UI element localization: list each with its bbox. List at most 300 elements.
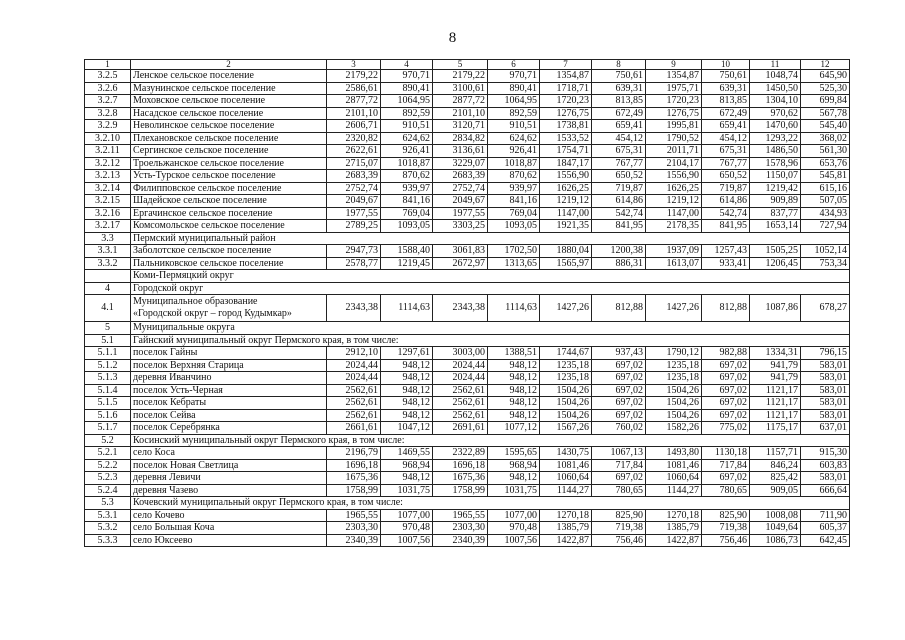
value-cell: 2789,25 [327,220,381,233]
value-cell: 603,83 [801,459,850,472]
column-number-cell: 5 [433,60,488,70]
value-cell: 2340,39 [433,534,488,547]
value-cell: 892,59 [488,107,540,120]
value-cell: 697,02 [592,372,646,385]
value-cell: 666,64 [801,484,850,497]
value-cell: 1007,56 [381,534,433,547]
column-number-cell: 8 [592,60,646,70]
value-cell: 583,01 [801,372,850,385]
value-cell: 1257,43 [702,245,750,258]
value-cell: 454,12 [702,132,750,145]
value-cell: 1388,51 [488,347,540,360]
value-cell: 697,02 [702,472,750,485]
value-cell: 2586,61 [327,82,381,95]
value-cell: 1504,26 [646,384,702,397]
value-cell: 948,12 [488,397,540,410]
table-row [85,372,850,385]
value-cell: 639,31 [702,82,750,95]
table-row [85,257,850,270]
tariff-table [84,59,850,547]
value-cell: 812,88 [702,295,750,322]
table-row [85,534,850,547]
value-cell: 614,86 [592,195,646,208]
table-row [85,472,850,485]
row-code: 3.2.14 [85,182,131,195]
value-cell: 605,37 [801,522,850,535]
value-cell: 1921,35 [540,220,592,233]
row-code: 3.2.13 [85,170,131,183]
value-cell: 615,16 [801,182,850,195]
value-cell: 1450,50 [750,82,801,95]
row-code: 5.1.7 [85,422,131,435]
value-cell: 756,46 [592,534,646,547]
column-number-cell: 10 [702,60,750,70]
table-row [85,170,850,183]
value-cell: 2303,30 [327,522,381,535]
value-cell: 697,02 [592,359,646,372]
value-cell: 1144,27 [646,484,702,497]
value-cell: 1067,13 [592,447,646,460]
value-cell: 1702,50 [488,245,540,258]
value-cell: 1093,05 [381,220,433,233]
section-row [85,434,850,447]
row-code: 3.2.6 [85,82,131,95]
row-name: поселок Верхняя Старица [131,359,327,372]
value-cell: 1486,50 [750,145,801,158]
value-cell: 672,49 [592,107,646,120]
value-cell: 870,62 [381,170,433,183]
value-cell: 2834,82 [433,132,488,145]
column-number-cell: 4 [381,60,433,70]
value-cell: 948,12 [381,384,433,397]
value-cell: 968,94 [488,459,540,472]
value-cell: 2196,79 [327,447,381,460]
value-cell: 910,51 [381,120,433,133]
value-cell: 1297,61 [381,347,433,360]
value-cell: 1422,87 [540,534,592,547]
value-cell: 2661,61 [327,422,381,435]
value-cell: 909,89 [750,195,801,208]
table-row [85,509,850,522]
value-cell: 948,12 [381,372,433,385]
section-row [85,334,850,347]
row-name: село Юксеево [131,534,327,547]
row-code: 5.1 [85,334,131,347]
value-cell: 2562,61 [327,397,381,410]
value-cell: 1937,09 [646,245,702,258]
value-cell: 948,12 [488,384,540,397]
row-code: 3.2.8 [85,107,131,120]
row-code: 5.1.4 [85,384,131,397]
value-cell: 1219,12 [540,195,592,208]
value-cell: 1354,87 [646,70,702,83]
value-cell: 1175,17 [750,422,801,435]
value-cell: 2947,73 [327,245,381,258]
value-cell: 2024,44 [433,359,488,372]
value-cell: 1422,87 [646,534,702,547]
value-cell: 813,85 [592,95,646,108]
value-cell: 1675,36 [327,472,381,485]
value-cell: 926,41 [488,145,540,158]
value-cell: 948,12 [381,397,433,410]
section-row [85,232,850,245]
value-cell: 2322,89 [433,447,488,460]
value-cell: 1626,25 [646,182,702,195]
row-code: 5.2.4 [85,484,131,497]
value-cell: 941,79 [750,359,801,372]
value-cell: 697,02 [702,372,750,385]
value-cell: 2303,30 [433,522,488,535]
value-cell: 699,84 [801,95,850,108]
value-cell: 1049,64 [750,522,801,535]
value-cell: 1276,75 [646,107,702,120]
value-cell: 1595,65 [488,447,540,460]
value-cell: 2606,71 [327,120,381,133]
value-cell: 1121,17 [750,397,801,410]
value-cell: 2752,74 [327,182,381,195]
value-cell: 1427,26 [540,295,592,322]
section-row [85,282,850,295]
value-cell: 2340,39 [327,534,381,547]
row-code: 4.1 [85,295,131,322]
row-name: Комсомольское сельское поселение [131,220,327,233]
value-cell: 1469,55 [381,447,433,460]
value-cell: 1720,23 [646,95,702,108]
value-cell: 1977,55 [327,207,381,220]
row-code: 3.2.12 [85,157,131,170]
table-row [85,447,850,460]
value-cell: 939,97 [381,182,433,195]
row-code: 5.3.1 [85,509,131,522]
value-cell: 645,90 [801,70,850,83]
value-cell: 719,87 [702,182,750,195]
column-number-cell: 6 [488,60,540,70]
row-name: Троельжанское сельское поселение [131,157,327,170]
value-cell: 948,12 [488,372,540,385]
value-cell: 892,59 [381,107,433,120]
value-cell: 1060,64 [540,472,592,485]
value-cell: 672,49 [702,107,750,120]
value-cell: 750,61 [702,70,750,83]
value-cell: 697,02 [592,384,646,397]
value-cell: 1975,71 [646,82,702,95]
value-cell: 1235,18 [540,372,592,385]
value-cell: 1578,96 [750,157,801,170]
column-number-cell: 2 [131,60,327,70]
value-cell: 1977,55 [433,207,488,220]
value-cell: 841,95 [592,220,646,233]
row-code: 4 [85,282,131,295]
value-cell: 970,71 [488,70,540,83]
value-cell: 2104,17 [646,157,702,170]
row-code: 5.1.1 [85,347,131,360]
value-cell: 1613,07 [646,257,702,270]
row-code: 5.2.1 [85,447,131,460]
value-cell: 542,74 [592,207,646,220]
row-name: Мазунинское сельское поселение [131,82,327,95]
value-cell: 3303,25 [433,220,488,233]
value-cell: 937,43 [592,347,646,360]
value-cell: 1114,63 [381,295,433,322]
value-cell: 3100,61 [433,82,488,95]
row-name: Ергачинское сельское поселение [131,207,327,220]
value-cell: 2715,07 [327,157,381,170]
table-row [85,397,850,410]
value-cell: 2343,38 [327,295,381,322]
value-cell: 3136,61 [433,145,488,158]
value-cell: 659,41 [592,120,646,133]
row-code: 5.1.2 [85,359,131,372]
row-code: 3.2.5 [85,70,131,83]
row-name: Усть-Турское сельское поселение [131,170,327,183]
value-cell: 1018,87 [381,157,433,170]
value-cell: 614,86 [702,195,750,208]
row-code: 5 [85,322,131,335]
row-name: Моховское сельское поселение [131,95,327,108]
value-cell: 767,77 [702,157,750,170]
value-cell: 2178,35 [646,220,702,233]
value-cell: 1504,26 [540,409,592,422]
value-cell: 637,01 [801,422,850,435]
row-code: 3.2.9 [85,120,131,133]
value-cell: 1200,38 [592,245,646,258]
row-name: деревня Чазево [131,484,327,497]
value-cell: 454,12 [592,132,646,145]
value-cell: 434,93 [801,207,850,220]
value-cell: 1995,81 [646,120,702,133]
column-number-cell: 11 [750,60,801,70]
row-name: Плехановское сельское поселение [131,132,327,145]
value-cell: 1077,00 [488,509,540,522]
row-code: 3.2.15 [85,195,131,208]
value-cell: 2101,10 [433,107,488,120]
value-cell: 2877,72 [433,95,488,108]
value-cell: 719,38 [592,522,646,535]
value-cell: 1718,71 [540,82,592,95]
value-cell: 719,38 [702,522,750,535]
value-cell: 841,95 [702,220,750,233]
table-row [85,132,850,145]
value-cell: 1504,26 [540,397,592,410]
value-cell: 1081,46 [540,459,592,472]
value-cell: 1270,18 [540,509,592,522]
value-cell: 846,24 [750,459,801,472]
value-cell: 2691,61 [433,422,488,435]
value-cell: 2179,22 [433,70,488,83]
value-cell: 769,04 [381,207,433,220]
value-cell: 1505,25 [750,245,801,258]
value-cell: 678,27 [801,295,850,322]
table-row [85,484,850,497]
row-name [131,295,327,322]
value-cell: 1093,05 [488,220,540,233]
section-title: Кочевский муниципальный округ Пермского края, в том числе: [131,497,850,510]
row-code: 5.3 [85,497,131,510]
value-cell: 1720,23 [540,95,592,108]
value-cell: 567,78 [801,107,850,120]
value-cell: 2912,10 [327,347,381,360]
value-cell: 948,12 [381,359,433,372]
row-name: поселок Гайны [131,347,327,360]
value-cell: 1965,55 [433,509,488,522]
value-cell: 1064,95 [488,95,540,108]
value-cell: 717,84 [592,459,646,472]
value-cell: 1754,71 [540,145,592,158]
value-cell: 948,12 [381,409,433,422]
value-cell: 841,16 [381,195,433,208]
table-row [85,295,850,322]
value-cell: 1470,60 [750,120,801,133]
value-cell: 1427,26 [646,295,702,322]
section-title: Муниципальные округа [131,322,850,335]
value-cell: 2672,97 [433,257,488,270]
row-code: 5.3.3 [85,534,131,547]
value-cell: 2101,10 [327,107,381,120]
value-cell: 769,04 [488,207,540,220]
value-cell: 1219,45 [381,257,433,270]
row-name: поселок Усть-Черная [131,384,327,397]
value-cell: 1031,75 [381,484,433,497]
value-cell: 1114,63 [488,295,540,322]
value-cell: 1493,80 [646,447,702,460]
row-name: Сергинское сельское поселение [131,145,327,158]
value-cell: 697,02 [702,359,750,372]
value-cell: 1880,04 [540,245,592,258]
table-row [85,82,850,95]
value-cell: 1147,00 [646,207,702,220]
value-cell: 2049,67 [433,195,488,208]
value-cell: 1588,40 [381,245,433,258]
row-name: Филипповское сельское поселение [131,182,327,195]
header-row [85,60,850,70]
value-cell: 3229,07 [433,157,488,170]
value-cell: 825,90 [592,509,646,522]
row-name: Ленское сельское поселение [131,70,327,83]
value-cell: 750,61 [592,70,646,83]
value-cell: 1758,99 [433,484,488,497]
table-row [85,145,850,158]
value-cell: 2179,22 [327,70,381,83]
section-row [85,322,850,335]
value-cell: 970,71 [381,70,433,83]
value-cell: 1653,14 [750,220,801,233]
value-cell: 2683,39 [327,170,381,183]
value-cell: 659,41 [702,120,750,133]
value-cell: 1121,17 [750,384,801,397]
value-cell: 1206,45 [750,257,801,270]
value-cell: 1385,79 [646,522,702,535]
page-number: 8 [448,30,457,46]
column-number-cell: 12 [801,60,850,70]
value-cell: 1150,07 [750,170,801,183]
row-code: 3.3.1 [85,245,131,258]
value-cell: 796,15 [801,347,850,360]
value-cell: 2562,61 [433,384,488,397]
value-cell: 2877,72 [327,95,381,108]
value-cell: 1965,55 [327,509,381,522]
value-cell: 545,81 [801,170,850,183]
row-code: 5.2.3 [85,472,131,485]
row-name: село Кочево [131,509,327,522]
row-code [85,270,131,283]
value-cell: 1048,74 [750,70,801,83]
value-cell: 642,45 [801,534,850,547]
value-cell: 1758,99 [327,484,381,497]
value-cell: 1007,56 [488,534,540,547]
value-cell: 1504,26 [540,384,592,397]
value-cell: 583,01 [801,384,850,397]
value-cell: 2752,74 [433,182,488,195]
value-cell: 639,31 [592,82,646,95]
value-cell: 1354,87 [540,70,592,83]
section-row [85,270,850,283]
table-row [85,220,850,233]
value-cell: 2024,44 [327,359,381,372]
value-cell: 624,62 [488,132,540,145]
row-code: 3.2.11 [85,145,131,158]
row-code: 3.3.2 [85,257,131,270]
table-row [85,182,850,195]
row-code: 5.2 [85,434,131,447]
value-cell: 1556,90 [646,170,702,183]
row-name: Насадское сельское поселение [131,107,327,120]
value-cell: 2343,38 [433,295,488,322]
column-number-cell: 7 [540,60,592,70]
value-cell: 890,41 [381,82,433,95]
value-cell: 2578,77 [327,257,381,270]
row-name-line: «Городской округ – город Кудымкар» [133,308,292,319]
value-cell: 717,84 [702,459,750,472]
value-cell: 1738,81 [540,120,592,133]
value-cell: 650,52 [702,170,750,183]
value-cell: 697,02 [702,409,750,422]
value-cell: 753,34 [801,257,850,270]
row-name: Неволинское сельское поселение [131,120,327,133]
value-cell: 825,90 [702,509,750,522]
value-cell: 697,02 [592,409,646,422]
table-row [85,157,850,170]
column-number-cell: 9 [646,60,702,70]
value-cell: 970,48 [488,522,540,535]
table-row [85,522,850,535]
value-cell: 780,65 [592,484,646,497]
value-cell: 2683,39 [433,170,488,183]
value-cell: 948,12 [488,359,540,372]
table-row [85,459,850,472]
table-row [85,409,850,422]
value-cell: 711,90 [801,509,850,522]
value-cell: 775,02 [702,422,750,435]
row-code: 5.1.3 [85,372,131,385]
value-cell: 767,77 [592,157,646,170]
table-row [85,422,850,435]
value-cell: 926,41 [381,145,433,158]
table-row [85,207,850,220]
value-cell: 583,01 [801,397,850,410]
value-cell: 1077,12 [488,422,540,435]
value-cell: 915,30 [801,447,850,460]
value-cell: 780,65 [702,484,750,497]
table-row [85,245,850,258]
value-cell: 2320,82 [327,132,381,145]
value-cell: 1385,79 [540,522,592,535]
value-cell: 982,88 [702,347,750,360]
row-code: 3.2.7 [85,95,131,108]
value-cell: 583,01 [801,409,850,422]
section-title: Пермский муниципальный район [131,232,850,245]
value-cell: 542,74 [702,207,750,220]
row-name: поселок Новая Светлица [131,459,327,472]
